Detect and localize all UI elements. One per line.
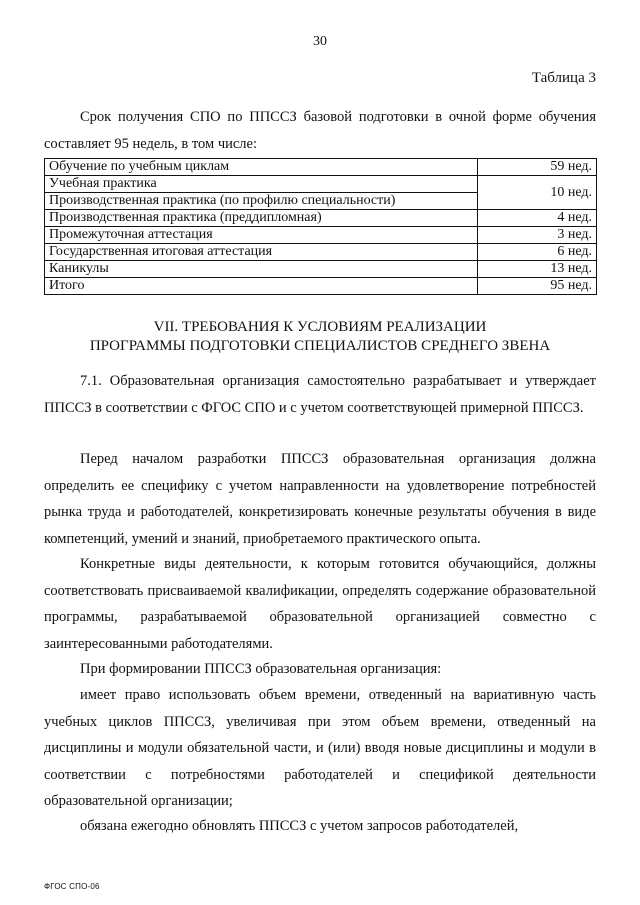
paragraph-7-1 xyxy=(44,368,596,421)
table-row xyxy=(45,210,597,227)
row-label: Производственная практика (по профилю специальности) xyxy=(45,193,478,210)
paragraph-text: При формировании ППССЗ образовательная организация: xyxy=(80,661,442,677)
paragraph-text: обязана ежегодно обновлять ППССЗ с учетом запросов работодателей, xyxy=(80,818,519,834)
section-heading xyxy=(0,318,640,356)
row-value: 13 нед. xyxy=(478,261,597,278)
paragraph-text: Перед началом разработки ППССЗ образовательная организация должна определить ее специфику с учетом направленности на удовлетворение потребностей рынка труда и работодателей, конкретизировать конечные результаты обучения в виде компетенций, умений и знаний, приобретаемого практического опыта. xyxy=(44,451,596,547)
paragraph-activities xyxy=(44,551,596,657)
intro-text: Срок получения СПО по ППССЗ базовой подготовки в очной форме обучения составляет 95 недель, в том числе: xyxy=(44,109,596,152)
page-number: 30 xyxy=(313,34,327,49)
paragraph-right xyxy=(44,682,596,815)
table-row xyxy=(45,244,597,261)
table-row xyxy=(45,227,597,244)
paragraph-formation xyxy=(44,656,596,683)
row-value: 4 нед. xyxy=(478,210,597,227)
paragraph-text: 7.1. Образовательная организация самостоятельно разрабатывает и утверждает ППССЗ в соответствии с ФГОС СПО и с учетом соответствующей примерной ППССЗ. xyxy=(44,373,596,416)
row-label: Учебная практика xyxy=(45,176,478,193)
table-row xyxy=(45,278,597,295)
footer-code: ФГОС СПО-06 xyxy=(44,882,100,891)
paragraph-specifics xyxy=(44,446,596,552)
row-label: Производственная практика (преддипломная) xyxy=(45,210,478,227)
row-label: Государственная итоговая аттестация xyxy=(45,244,478,261)
row-value: 10 нед. xyxy=(478,176,597,210)
row-value: 3 нед. xyxy=(478,227,597,244)
intro-paragraph xyxy=(44,104,596,157)
row-value: 59 нед. xyxy=(478,159,597,176)
row-value: 6 нед. xyxy=(478,244,597,261)
table-label: Таблица 3 xyxy=(531,70,596,86)
row-label: Промежуточная аттестация xyxy=(45,227,478,244)
paragraph-text: имеет право использовать объем времени, отведенный на вариативную часть учебных циклов ППССЗ, увеличивая при этом объем времени, отведенный на дисциплины и модули обязательной части, и (или) вводя новые дисциплины и модули в соответствии с потребностями работодателей и спецификой деятельности образовательной организации; xyxy=(44,687,596,809)
row-value: 95 нед. xyxy=(478,278,597,295)
row-label: Обучение по учебным циклам xyxy=(45,159,478,176)
paragraph-text: Конкретные виды деятельности, к которым готовится обучающийся, должны соответствовать присваиваемой квалификации, определять содержание образовательной программы, разрабатываемой образовательной организацией совместно с заинтересованными работодателями. xyxy=(44,556,596,652)
paragraph-obligation xyxy=(44,813,596,840)
table-row xyxy=(45,261,597,278)
schedule-table xyxy=(44,158,597,295)
section-heading-line1: VII. ТРЕБОВАНИЯ К УСЛОВИЯМ РЕАЛИЗАЦИИ xyxy=(153,319,487,335)
table-row xyxy=(45,176,597,193)
section-heading-line2: ПРОГРАММЫ ПОДГОТОВКИ СПЕЦИАЛИСТОВ СРЕДНЕГО ЗВЕНА xyxy=(89,338,551,354)
table-row xyxy=(45,159,597,176)
row-label: Каникулы xyxy=(45,261,478,278)
row-label: Итого xyxy=(45,278,478,295)
